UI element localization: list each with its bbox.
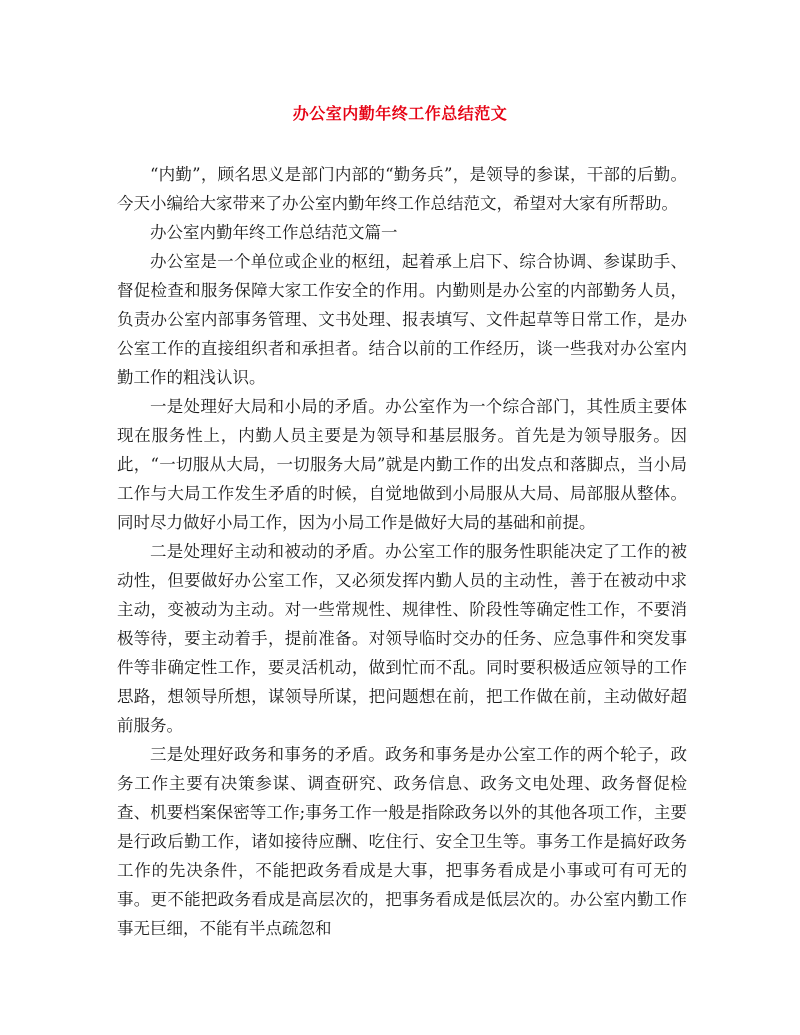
body-paragraph: 一是处理好大局和小局的矛盾。办公室作为一个综合部门，其性质主要体现在服务性上，内勤人员主要是为领导和基层服务。首先是为领导服务。因此，“一切服从大局，一切服务大局”就是内勤工作的出发点和落脚点，当小局工作与大局工作发生矛盾的时候，自觉地做到小局服从大局、局部服从整体。同时尽力做好小局工作，因为小局工作是做好大局的基础和前提。 [117,397,687,532]
body-paragraph: 三是处理好政务和事务的矛盾。政务和事务是办公室工作的两个轮子，政务工作主要有决策参谋、调查研究、政务信息、政务文电处理、政务督促检查、机要档案保密等工作;事务工作一般是指除政务以外的其他各项工作，主要是行政后勤工作，诸如接待应酬、吃住行、安全卫生等。事务工作是搞好政务工作的先决条件，不能把政务看成是大事，把事务看成是小事或可有可无的事。更不能把政务看成是高层次的，把事务看成是低层次的。办公室内勤工作事无巨细，不能有半点疏忽和 [117,745,687,938]
body-paragraph: 二是处理好主动和被动的矛盾。办公室工作的服务性职能决定了工作的被动性，但要做好办公室工作，又必须发挥内勤人员的主动性，善于在被动中求主动，变被动为主动。对一些常规性、规律性、阶段性等确定性工作，不要消极等待，要主动着手，提前准备。对领导临时交办的任务、应急事件和突发事件等非确定性工作，要灵活机动，做到忙而不乱。同时要积极适应领导的工作思路，想领导所想，谋领导所谋，把问题想在前，把工作做在前，主动做好超前服务。 [117,542,687,735]
body-paragraph: 办公室是一个单位或企业的枢纽，起着承上启下、综合协调、参谋助手、督促检查和服务保障大家工作安全的作用。内勤则是办公室的内部勤务人员，负责办公室内部事务管理、文书处理、报表填写、文件起草等日常工作，是办公室工作的直接组织者和承担者。结合以前的工作经历，谈一些我对办公室内勤工作的粗浅认识。 [117,252,687,387]
document-body [117,160,687,943]
intro-paragraph: “内勤”，顾名思义是部门内部的“勤务兵”，是领导的参谋，干部的后勤。今天小编给大家带来了办公室内勤年终工作总结范文，希望对大家有所帮助。 [117,165,687,213]
section-heading: 办公室内勤年终工作总结范文篇一 [150,223,398,242]
document-title: 办公室内勤年终工作总结范文 [292,104,508,123]
